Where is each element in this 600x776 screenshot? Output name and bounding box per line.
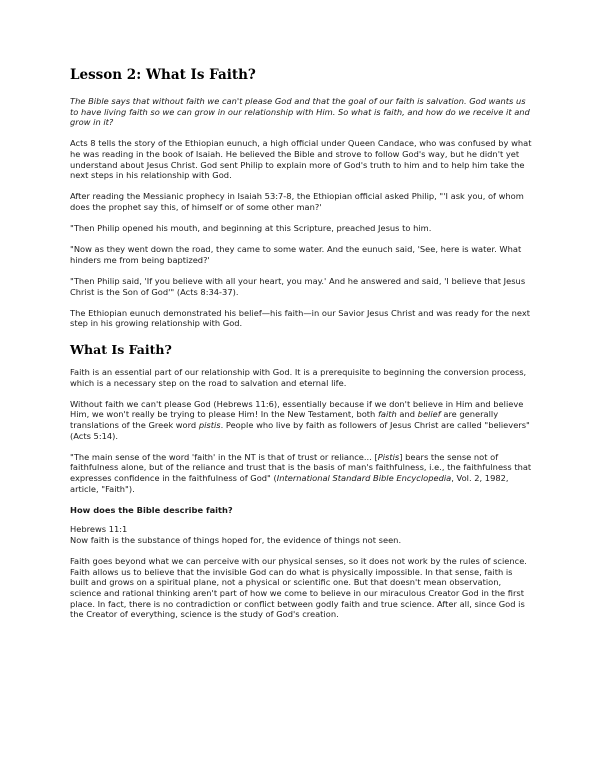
paragraph-acts-8: Acts 8 tells the story of the Ethiopian eunuch, a high official under Queen Candace, who was confused by what he was reading in the book of Isaiah. He believed the Bible and strove to follow God's way, but he didn't yet understand about Jesus Christ. God sent Philip to explain more of God's truth to him and to help him take the next steps in his relationship with God. <box>70 138 532 181</box>
paragraph-faith-beyond-senses: Faith goes beyond what we can perceive with our physical senses, so it does not work by the rules of science. Faith allows us to believe that the invisible God can do what is physically impossible. In that sense, faith is built and grows on a spiritual plane, not a physical or scientific one. But that doesn't mean observation, science and rational thinking aren't part of how we come to believe in our miraculous Creator God in the first place. In fact, there is no contradiction or conflict between godly faith and true science. After all, since God is the Creator of everything, science is the study of God's creation. <box>70 556 527 620</box>
verse-reference: Hebrews 11:1 <box>70 524 128 535</box>
text-segment: Without faith we can't please God (Hebrews 11:6), essentially because if we don't believe in Him and believe Him, we won't really be trying to please Him! In the New Testament, both <box>70 398 524 420</box>
question-heading: How does the Bible describe faith? <box>70 504 233 515</box>
source-title: International Standard Bible Encyclopedia <box>276 473 452 483</box>
lesson-title: Lesson 2: What Is Faith? <box>70 67 256 83</box>
paragraph-without-faith <box>70 399 532 441</box>
paragraph-faith-essential: Faith is an essential part of our relationship with God. It is a prerequisite to beginning the conversion process, which is a necessary step on the road to salvation and eternal life. <box>70 367 527 388</box>
term-belief: belief <box>417 409 441 420</box>
text-segment: . People who live by faith as followers of Jesus Christ are called "believers" (Acts 5:14). <box>70 420 530 441</box>
verse-text: Now faith is the substance of things hoped for, the evidence of things not seen. <box>70 534 402 545</box>
text-segment: , Vol. 2, 1982, article, "Faith"). <box>70 473 509 494</box>
paragraph-main-sense-quote <box>70 452 532 494</box>
document-page <box>70 66 532 630</box>
intro-paragraph: The Bible says that without faith we can't please God and that the goal of our faith is salvation. God wants us to have living faith so we can grow in our relationship with Him. So what is faith, and how do we receive it and grow in it? <box>70 96 530 128</box>
text-segment: are generally translations of the Greek word <box>70 409 499 431</box>
paragraph-eunuch-belief: The Ethiopian eunuch demonstrated his belief—his faith—in our Savior Jesus Christ and was ready for the next step in his growing relationship with God. <box>70 307 531 329</box>
term-faith: faith <box>377 409 397 420</box>
term-pistis: pistis <box>198 420 221 431</box>
paragraph-philip-preached: "Then Philip opened his mouth, and beginning at this Scripture, preached Jesus to him. <box>70 223 432 234</box>
paragraph-believe: "Then Philip said, 'If you believe with all your heart, you may.' And he answered and said, 'I believe that Jesus Christ is the Son of God'" (Acts 8:34-37). <box>70 276 526 297</box>
text-segment: "The main sense of the word 'faith' in the NT is that of trust or reliance... [ <box>70 451 378 462</box>
section-heading-what-is-faith: What Is Faith? <box>70 342 172 358</box>
paragraph-isaiah-prophecy: After reading the Messianic prophecy in Isaiah 53:7-8, the Ethiopian official asked Philip, "'I ask you, of whom does the prophet say this, of himself or of some other man?' <box>70 191 524 212</box>
text-segment: ] bears the sense not of faithfulness alone, but of the reliance and trust that is the basis of man's faithfulness, i.e., the faithfulness that expresses confidence in the faithfulness of God" ( <box>70 451 532 483</box>
verse-block <box>70 524 532 545</box>
paragraph-water: "Now as they went down the road, they came to some water. And the eunuch said, 'See, here is water. What hinders me from being baptized?' <box>70 244 522 265</box>
term-pistis-quote: Pistis <box>377 451 400 462</box>
text-segment: and <box>396 409 418 420</box>
